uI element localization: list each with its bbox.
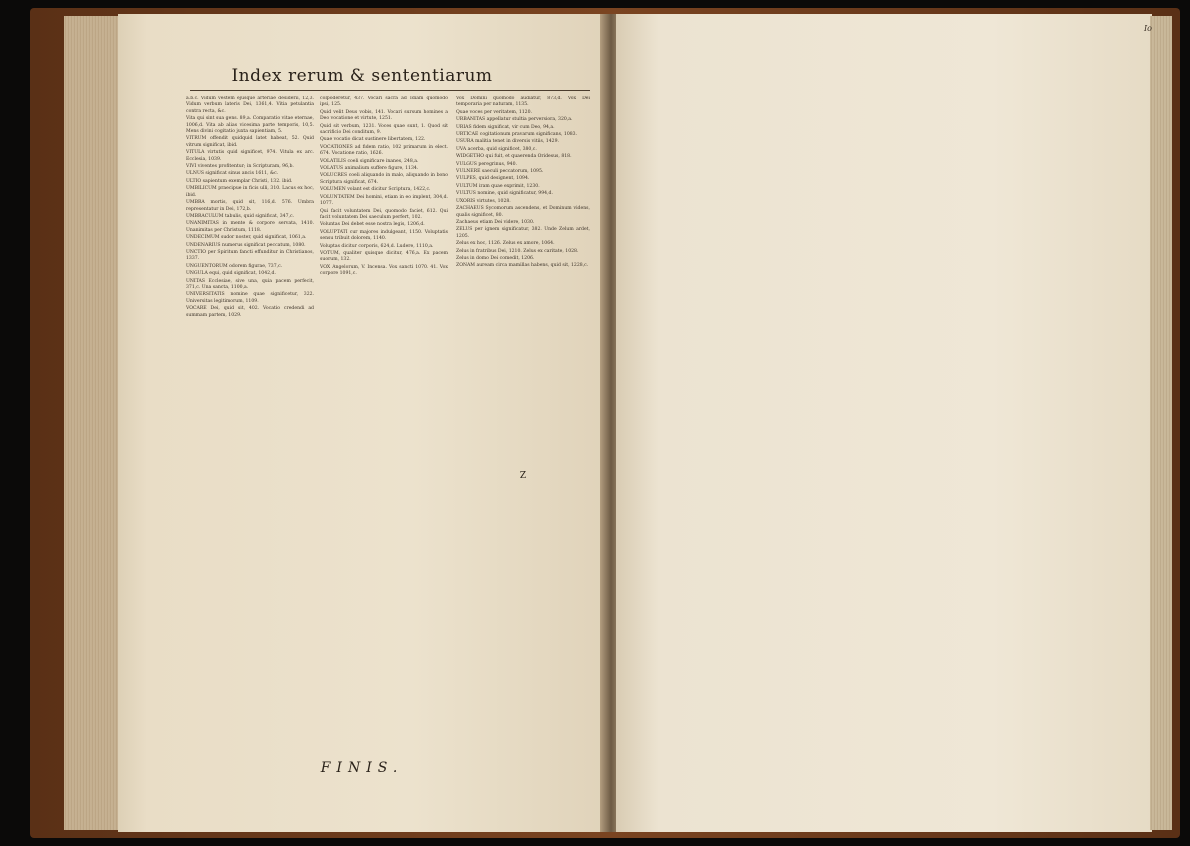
index-entry: Quae vocatio dicat sustinere libertatem, 122. [320,137,426,143]
index-entry: VOX Angelorum, V. Incensa. Vox sancti 1070. 41. Vox corpore 1091,c. [320,264,448,277]
index-entry: UMBRACULUM tabulis, quid significat, 347,c. [186,213,295,219]
index-entry: VOTUM, qualiter quisque dicitur, 476,a. Ex pacem suorum, 132. [320,250,448,263]
right-page-blank [616,14,1152,832]
index-entry: WIDGETHO qui fuit, et quaerenda Oridesus, 818. [456,154,572,160]
index-entry: a.b.c. Vidum vestem ejusque arteriae desiderii, 12,3. Vidum verbum lateris Dei, 1361,4. Vitia petulantia contra recta, &c. [186,96,314,114]
header-rule [190,90,590,91]
page-edges-left [64,16,121,830]
index-entry: Vita qui sint sua gens. 89,a. Comparatio vitae eternae, 1006,d. Vita ab alias vicesima parte temporis, 10,5. Mens divini cogitatio juxta sapientiam, 5. [186,116,314,135]
index-entry: VOLATUS animalium suffere figure, 1134. [320,166,419,172]
index-entry: ZONAM auream circa mamillas habens, quid sit, 1228,c. [456,263,589,269]
index-entry: Quae voces per veritatem, 1120. [456,109,532,115]
index-entry: VULNERE saeculi peccatorum, 1095. [456,169,544,175]
right-page-number: Io [1144,24,1152,33]
section-letter: Z [519,471,527,481]
index-entry: Qui facit voluntatem Dei, quomodo faciet, 612. Qui facit voluntatem Dei saeculum perfert, 102. [320,208,448,220]
index-entry: VULPES, quid designent, 1094. [456,176,530,182]
index-entry: VULTUM iram quae exprimit, 1230. [456,183,540,189]
index-entry: VULGUS peregrinus, 940. [456,161,517,167]
index-entry: ZELUS per ignem significatur, 382. Unde Zelum ardet, 1205. [456,227,590,239]
index-entry: USURA malitia tenet in diversis vitiis, 1429. [456,139,559,145]
index-entry: URBANITAS appellatur stultia perversiora, 320,a. [456,117,573,123]
index-entry: UNDECIMUM sudor noster, quid significat, 1061,a. [186,235,307,241]
left-page [118,14,606,832]
index-entry: VIVI viventes profitentur; in Scripturam, 96,b. [186,164,294,170]
index-entry: VOCARE Dei, quid sit, 402. Vocatio credendi ad summam partem, 1029. [186,306,314,318]
index-entry: Quid sit verbum, 1231. Voces quae sunt, 1. Quod sit sacrificio Dei conditum, 9. [320,123,448,136]
page-title: Index rerum & sententiarum [231,66,493,86]
index-entry: ULTIO sapientum exemplar Christi, 132. ibid. [186,178,293,184]
index-entry: VOLUMEN volant est dicitur Scriptura, 1422,c. [320,187,431,193]
index-entry: UNDENARIUS numerus significat peccatum, 1080. [186,242,306,248]
index-entry: VOLUCRES coeli aliquando in malo, aliquando in bono Scriptura significat, 674. [320,173,448,185]
index-entry: UVA acerba, quid significet, 380,c. [456,146,537,152]
index-entry: UNGULA equi, quid significat, 1042,d. [186,271,276,277]
finis-text: FINIS. [320,760,404,776]
index-entry: Zachaeus etiam Dei videre, 1030. [456,219,535,225]
index-entry: UNITAS Ecclesiae, sive una, quia pacem perfecit, 371,c. Una sancta, 1100,a. [186,278,314,290]
index-column-2 [320,96,448,751]
index-entry: colpoderetur, 437. Vocari sacra ad Idiam quomodo ipsi, 125. [320,96,448,108]
index-entry: VOLUPTATI cur majores indulgeant, 1150. Voluptatis sensu tribuit dolorem, 1140. [320,229,448,242]
index-entry: Voluptas dicitur corporis, 624,d. Ludere, 1110,a. [320,243,434,249]
index-entry: UNCTIO per Spiritum fancti effunditur in Christianos, 1337. [186,249,314,262]
index-column-3 [456,96,590,751]
index-entry: URIAS fidem significat, vir cum Deo, 94,a. [456,124,555,130]
index-entry: ULNUS significat sinus ancis 1611, &c. [186,171,279,177]
index-entry: VOLATILIS coeli significare inanes, 248,a. [320,158,419,164]
index-entry: Voluntas Dei debet esse nostra legis, 1206,d. [320,222,425,228]
index-entry: Quid velit Deus vobis, 141. Vocari sursum homines a Deo vocatione et virtute, 1251. [320,109,448,122]
index-entry: Zelus ex hoc, 1126. Zelus ex amore, 1064. [456,241,555,247]
page-edges-right [1150,16,1172,830]
index-entry: UMBRA mortis, quid sit, 116,d. 576. Umbra representatur in Dei, 172,b. [186,200,314,212]
index-entry: Zelus in fratribus Dei, 1210. Zelus ex caritate, 1028. [456,248,579,254]
index-entry: VITULA virtutis quid significet, 974. Vitula ex arc. Ecclesia, 1039. [186,150,314,162]
index-entry: VITRUM offendit quidquid latet habeat, 52. Quid vitrum significat, ibid. [186,136,314,148]
index-entry: VOLUNTATEM Dei homini, etiam in eo implent, 304,d. 1077. [320,194,448,207]
index-entry: URTICAE cogitationum pravarum significans, 1083. [456,132,578,138]
index-column-1 [186,96,314,751]
index-entry: UMBILICUM praecipue in ficis ulli, 310. Lacus ex hoc, ibid. [186,186,314,198]
index-entry: UXORIS virtutes, 1028. [456,198,511,204]
index-entry: ZACHAEUS Sycomorum ascendens, et Dominum videns, qualis significet, 80. [456,206,590,218]
index-entry: VOCATIONES ad fidem ratio, 102 primarum in elect. 674. Vocatione ratio, 1626. [320,144,448,157]
index-entry: Zelus in domo Dei comedit, 1206. [456,255,535,261]
index-entry: UNIVERSITATIS nomine quae significetur, 322. Universitas legitimorum, 1109. [186,292,314,304]
index-entry: UNGUENTORUM odorem figurae, 737,c. [186,263,283,269]
index-entry: UNANIMITAS in mente & corpore servata, 1410. Unanimitas per Christum, 1118. [186,221,314,233]
index-entry: VULTUS nomine, quid significatur, 994,d. [456,191,553,197]
index-entry: Vox Domini quomodo audiatur, 873,d. Vox Dei temporaria per naturam, 1135. [456,96,590,108]
